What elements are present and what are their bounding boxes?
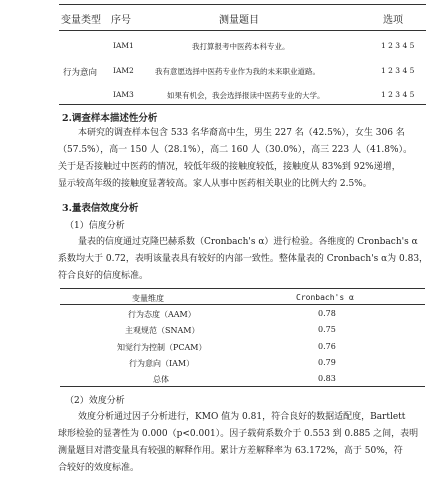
table1-header-no: 序号 [111, 15, 131, 26]
section2-line-1: 本研究的调查样本包含 533 名华裔高中生，男生 227 名（42.5%），女生 306 名 [78, 128, 405, 138]
validity-line-1: 效度分析通过因子分析进行，KMO 值为 0.81，符合良好的数据适配度，Bartlett [78, 412, 406, 422]
table2-header-rule [60, 304, 425, 305]
dimension-label: 知觉行为控制（PCAM） [117, 343, 207, 352]
dimension-label: 主观规范（SNAM） [125, 326, 200, 335]
reliability-line-1: 量表的信度通过克隆巴赫系数（Cronbach's α）进行检验。各维度的 Cronbach's α [78, 237, 418, 247]
item-options: 1 2 3 4 5 [381, 66, 415, 75]
table1-header-rule [59, 30, 426, 31]
validity-line-4: 合较好的效度标准。 [58, 463, 140, 473]
alpha-value: 0.79 [318, 358, 336, 367]
alpha-value: 0.78 [318, 309, 336, 318]
validity-line-3: 测量题目对潜变量具有较强的解释作用。累计方差解释率为 63.172%，高于 50%，符 [58, 446, 403, 456]
item-id: IAM1 [113, 41, 134, 50]
alpha-value: 0.83 [318, 374, 336, 383]
section2-line-2: （57.5%），高一 150 人（28.1%），高二 160 人（30.0%），高三 223 人（41.8%）。 [58, 145, 413, 155]
table1-header-type: 变量类型 [61, 15, 101, 26]
reliability-line-3: 符合良好的信度标准。 [58, 271, 149, 281]
table1-top-rule [59, 4, 426, 5]
table2-bottom-rule [60, 386, 425, 387]
item-id: IAM3 [113, 90, 134, 99]
table1-header-options: 选项 [383, 15, 403, 26]
validity-line-2: 球形检验的显著性为 0.000（p<0.001）。因子载荷系数介于 0.553 到 0.885 之间，表明 [58, 429, 419, 439]
item-text: 如果有机会，我会选择报读中医药专业的大学。 [167, 91, 325, 100]
section2-title: 2.调查样本描述性分析 [62, 113, 158, 124]
table1-header-item: 测量题目 [219, 15, 259, 26]
item-options: 1 2 3 4 5 [381, 41, 415, 50]
validity-title: （2）效度分析 [65, 396, 125, 406]
section3-title: 3.量表信效度分析 [62, 203, 139, 214]
item-options: 1 2 3 4 5 [381, 90, 415, 99]
table2-header-dim: 变量维度 [132, 294, 164, 303]
reliability-line-2: 系数均大于 0.72，表明该量表具有较好的内部一致性。整体量表的 Cronbach's α为 0.83， [58, 254, 429, 264]
reliability-title: （1）信度分析 [65, 221, 125, 231]
section2-line-3: 关于是否接触过中医药的情况，较低年级的接触度较低，接触度从 83%到 92%递增， [58, 162, 401, 172]
dimension-label: 总体 [153, 375, 169, 384]
item-text: 我有意愿选择中医药专业作为我的未来职业道路。 [155, 67, 320, 76]
table2-top-rule [60, 288, 425, 289]
alpha-value: 0.75 [318, 325, 336, 334]
table1-group-label: 行为意向 [63, 68, 98, 78]
alpha-value: 0.76 [318, 342, 336, 351]
table1-bottom-rule [59, 104, 426, 105]
dimension-label: 行为态度（AAM） [128, 310, 196, 319]
item-id: IAM2 [113, 66, 134, 75]
dimension-label: 行为意向（IAM） [129, 359, 195, 368]
table2-header-alpha: Cronbach's α [296, 293, 354, 302]
section2-line-4: 显示较高年级的接触度显著较高。家人从事中医药相关职业的比例大约 2.5%。 [58, 179, 372, 189]
item-text: 我打算报考中医药本科专业。 [192, 42, 290, 51]
